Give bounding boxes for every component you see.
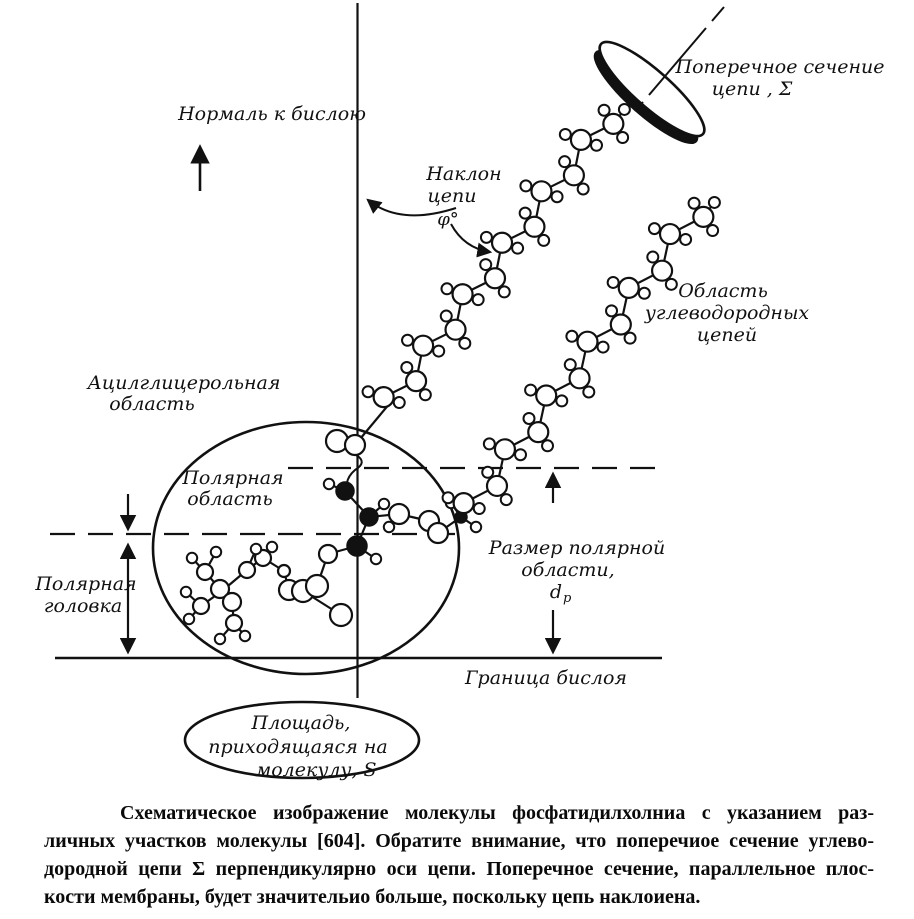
label-hydrocarbon-region-line3: цепей [696, 324, 758, 346]
label-polar-region-line1: Полярная [182, 467, 284, 489]
hydrocarbon-chain-1 [363, 104, 630, 408]
label-area-line3: молекулу, S [255, 759, 377, 781]
label-polar-size-line1: Размер полярной [488, 537, 666, 559]
label-polar-size-line2: области, [521, 559, 615, 581]
label-polar-size-symbol: d [549, 581, 563, 603]
label-polar-head-line1: Полярная [35, 573, 137, 595]
caption-line: личных участков молекулы [604]. Обратите внимание, что поперечиое сечение углево- [44, 830, 874, 852]
label-chain-tilt-angle: φ° [437, 209, 459, 230]
caption-line: Схематическое изображение молекулы фосфатидилхолниа с указанием раз- [120, 802, 874, 824]
label-cross-section-line1: Поперечное сечение [675, 56, 885, 78]
figure-caption [44, 799, 874, 911]
label-normal-to-bilayer: Нормаль к бислою [178, 103, 366, 125]
label-hydrocarbon-region-line1: Область [678, 280, 768, 302]
label-polar-region-line2: область [187, 488, 273, 510]
chain-cross-section-disk [583, 7, 724, 156]
caption-line: дородной цепи Σ перпендикулярно оси цепи. Поперечное сечение, параллельное плос- [44, 858, 874, 880]
label-polar-size-symbol-sub: p [563, 591, 572, 606]
label-acylglycerol-line1: Ацилглицерольная [87, 372, 281, 394]
label-chain-tilt-line1: Наклон [426, 163, 502, 185]
polar-region-circle [153, 422, 459, 674]
hydrocarbon-chain-2 [443, 197, 720, 514]
label-bilayer-boundary: Граница бислоя [464, 667, 628, 689]
label-cross-section-line2: цепи , Σ [711, 78, 793, 100]
phosphatidylcholine-molecule [181, 403, 481, 644]
caption-line: кости мембраны, будет значительио больше, поскольку цепь наклоиена. [44, 886, 701, 908]
label-area-line1: Площадь, [251, 712, 351, 734]
label-polar-head-line2: головка [43, 595, 123, 617]
label-hydrocarbon-region-line2: углеводородных [644, 302, 810, 324]
label-chain-tilt-line2: цепи [427, 185, 477, 207]
label-acylglycerol-line2: область [109, 393, 195, 415]
label-area-line2: приходящаяся на [208, 736, 388, 758]
